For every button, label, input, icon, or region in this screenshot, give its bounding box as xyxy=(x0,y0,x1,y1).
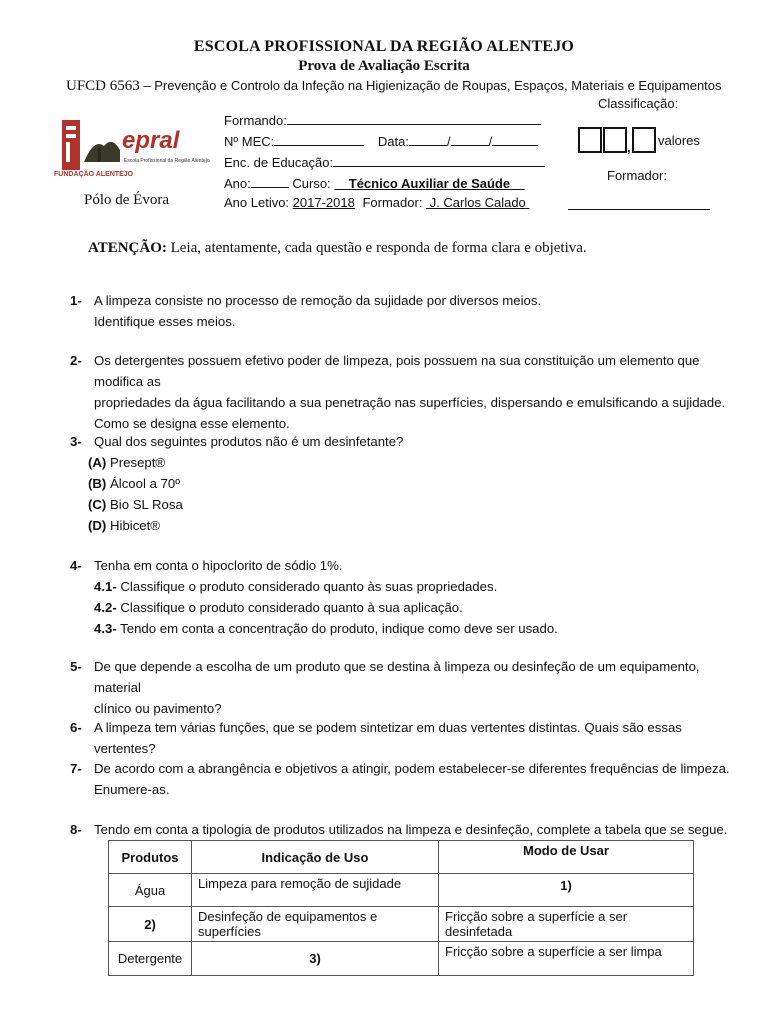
question-text: propriedades da água facilitando a sua penetração nas superfícies, dispersando e emulsificando a sujidade. xyxy=(94,395,726,410)
curso-label: Curso: xyxy=(292,176,331,191)
logo-caption: FUNDAÇÃO ALENTEJO xyxy=(54,171,134,178)
grade-box-2[interactable] xyxy=(603,127,627,153)
question-text: De acordo com a abrangência e objetivos a atingir, podem estabelecer-se diferentes frequências de limpeza. xyxy=(94,761,730,776)
logo-wordmark: epral xyxy=(122,127,180,154)
option-a: (A) Presept® xyxy=(88,455,166,470)
table-header-row xyxy=(109,841,694,874)
table-cell[interactable]: 1) xyxy=(439,874,694,907)
curso-value: Técnico Auxiliar de Saúde xyxy=(348,176,511,191)
table-header: Modo de Usar xyxy=(439,841,694,874)
table-cell: Desinfeção de equipamentos e superfícies xyxy=(192,907,439,942)
question-text: Enumere-as. xyxy=(94,782,170,797)
question-number: 4- xyxy=(70,558,82,573)
formando-field xyxy=(224,111,541,128)
question-3 xyxy=(70,431,730,536)
question-text: De que depende a escolha de um produto que se destina à limpeza ou desinfeção de um equipamento, material xyxy=(94,659,700,695)
formando-input-line[interactable] xyxy=(287,111,541,125)
table-header: Indicação de Uso xyxy=(192,841,439,874)
grade-box-1[interactable] xyxy=(578,127,602,153)
table-cell: Limpeza para remoção de sujidade xyxy=(192,874,439,907)
table-row xyxy=(109,874,694,907)
mec-input-line[interactable] xyxy=(274,132,364,146)
formador-sign-label: Formador: xyxy=(607,168,667,183)
question-number: 8- xyxy=(70,822,82,837)
ano-label: Ano: xyxy=(224,176,251,191)
table-cell[interactable]: 2) xyxy=(109,907,192,942)
date-day-line[interactable] xyxy=(409,132,447,146)
question-number: 5- xyxy=(70,659,82,674)
question-text: Identifique esses meios. xyxy=(94,314,236,329)
question-text: Como se designa esse elemento. xyxy=(94,416,290,431)
question-number: 2- xyxy=(70,353,82,368)
attention-note xyxy=(88,240,587,257)
ano-letivo-value: 2017-2018 xyxy=(292,195,355,210)
mec-data-field: Nº MEC: Data: / / xyxy=(224,132,538,149)
table-cell: Detergente xyxy=(109,942,192,976)
table-row xyxy=(109,907,694,942)
formando-label: Formando: xyxy=(224,113,287,128)
question-number: 7- xyxy=(70,761,82,776)
logo-subtitle: Escola Profissional da Região Alentejo xyxy=(124,158,210,164)
question-text: clínico ou pavimento? xyxy=(94,701,222,716)
ano-input-line[interactable] xyxy=(251,174,289,188)
date-month-line[interactable] xyxy=(451,132,489,146)
question-text: Tenha em conta o hipoclorito de sódio 1%. xyxy=(94,558,343,573)
mec-label: Nº MEC: xyxy=(224,134,275,149)
table-cell[interactable]: 3) xyxy=(192,942,439,976)
question-text: Tendo em conta a tipologia de produtos utilizados na limpeza e desinfeção, complete a tabela que se segue. xyxy=(94,822,728,837)
school-name: ESCOLA PROFISSIONAL DA REGIÃO ALENTEJO xyxy=(193,38,575,55)
table-cell: Fricção sobre a superfície a ser desinfetada xyxy=(439,907,694,942)
question-1 xyxy=(70,290,730,332)
grade-box-3[interactable] xyxy=(632,127,656,153)
table-cell: Fricção sobre a superfície a ser limpa xyxy=(439,942,694,976)
attention-text: Leia, atentamente, cada questão e responda de forma clara e objetiva. xyxy=(170,240,587,256)
formador-value: J. Carlos Calado xyxy=(429,195,526,210)
date-year-line[interactable] xyxy=(492,132,538,146)
enc-input-line[interactable] xyxy=(333,153,545,167)
question-6 xyxy=(70,717,730,759)
table-cell: Água xyxy=(109,874,192,907)
sub-question-4-3: 4.3- Tendo em conta a concentração do produto, indique como deve ser usado. xyxy=(94,621,558,636)
classification-label: Classificação: xyxy=(598,96,679,111)
sub-question-4-1: 4.1- Classifique o produto considerado quanto às suas propriedades. xyxy=(94,579,498,594)
ufcd-title: – Prevenção e Controlo da Infeção na Higienização de Roupas, Espaços, Materiais e Equipamentos xyxy=(143,78,722,93)
ano-letivo-label: Ano Letivo: xyxy=(224,195,290,210)
ano-curso-field xyxy=(224,174,525,191)
table-row xyxy=(109,942,694,976)
ufcd-code: UFCD 6563 xyxy=(66,78,140,94)
question-number: 1- xyxy=(70,293,82,308)
question-text: Qual dos seguintes produtos não é um desinfetante? xyxy=(94,434,404,449)
polo-label: Pólo de Évora xyxy=(84,192,169,208)
table-header: Produtos xyxy=(109,841,192,874)
valores-label: valores xyxy=(658,133,700,148)
data-label: Data: xyxy=(377,134,409,149)
enc-field xyxy=(224,153,545,170)
attention-label: ATENÇÃO: xyxy=(88,240,167,256)
question-text: A limpeza tem várias funções, que se podem sintetizar em duas vertentes distintas. Quais são essas vertentes? xyxy=(94,720,682,756)
question-number: 6- xyxy=(70,720,82,735)
formador-field-label: Formador: xyxy=(362,195,423,210)
exam-title: Prova de Avaliação Escrita xyxy=(298,58,470,74)
question-8 xyxy=(70,819,730,840)
option-b: (B) Álcool a 70º xyxy=(88,476,181,491)
question-text: A limpeza consiste no processo de remoção da sujidade por diversos meios. xyxy=(94,293,542,308)
option-c: (C) Bio SL Rosa xyxy=(88,497,183,512)
grade-comma: , xyxy=(627,140,631,155)
ufcd-line xyxy=(66,78,722,95)
question-text: Os detergentes possuem efetivo poder de limpeza, pois possuem na sua constituição um elemento que modifica as xyxy=(94,353,700,389)
question-7 xyxy=(70,758,730,800)
ano-letivo-field xyxy=(224,195,529,210)
products-table xyxy=(108,840,694,976)
question-5 xyxy=(70,656,730,719)
enc-label: Enc. de Educação: xyxy=(224,155,334,170)
option-d: (D) Hibicet® xyxy=(88,518,161,533)
question-number: 3- xyxy=(70,434,82,449)
sub-question-4-2: 4.2- Classifique o produto considerado quanto à sua aplicação. xyxy=(94,600,463,615)
formador-signature-line[interactable] xyxy=(568,196,710,210)
question-2 xyxy=(70,350,730,434)
question-4 xyxy=(70,555,730,639)
